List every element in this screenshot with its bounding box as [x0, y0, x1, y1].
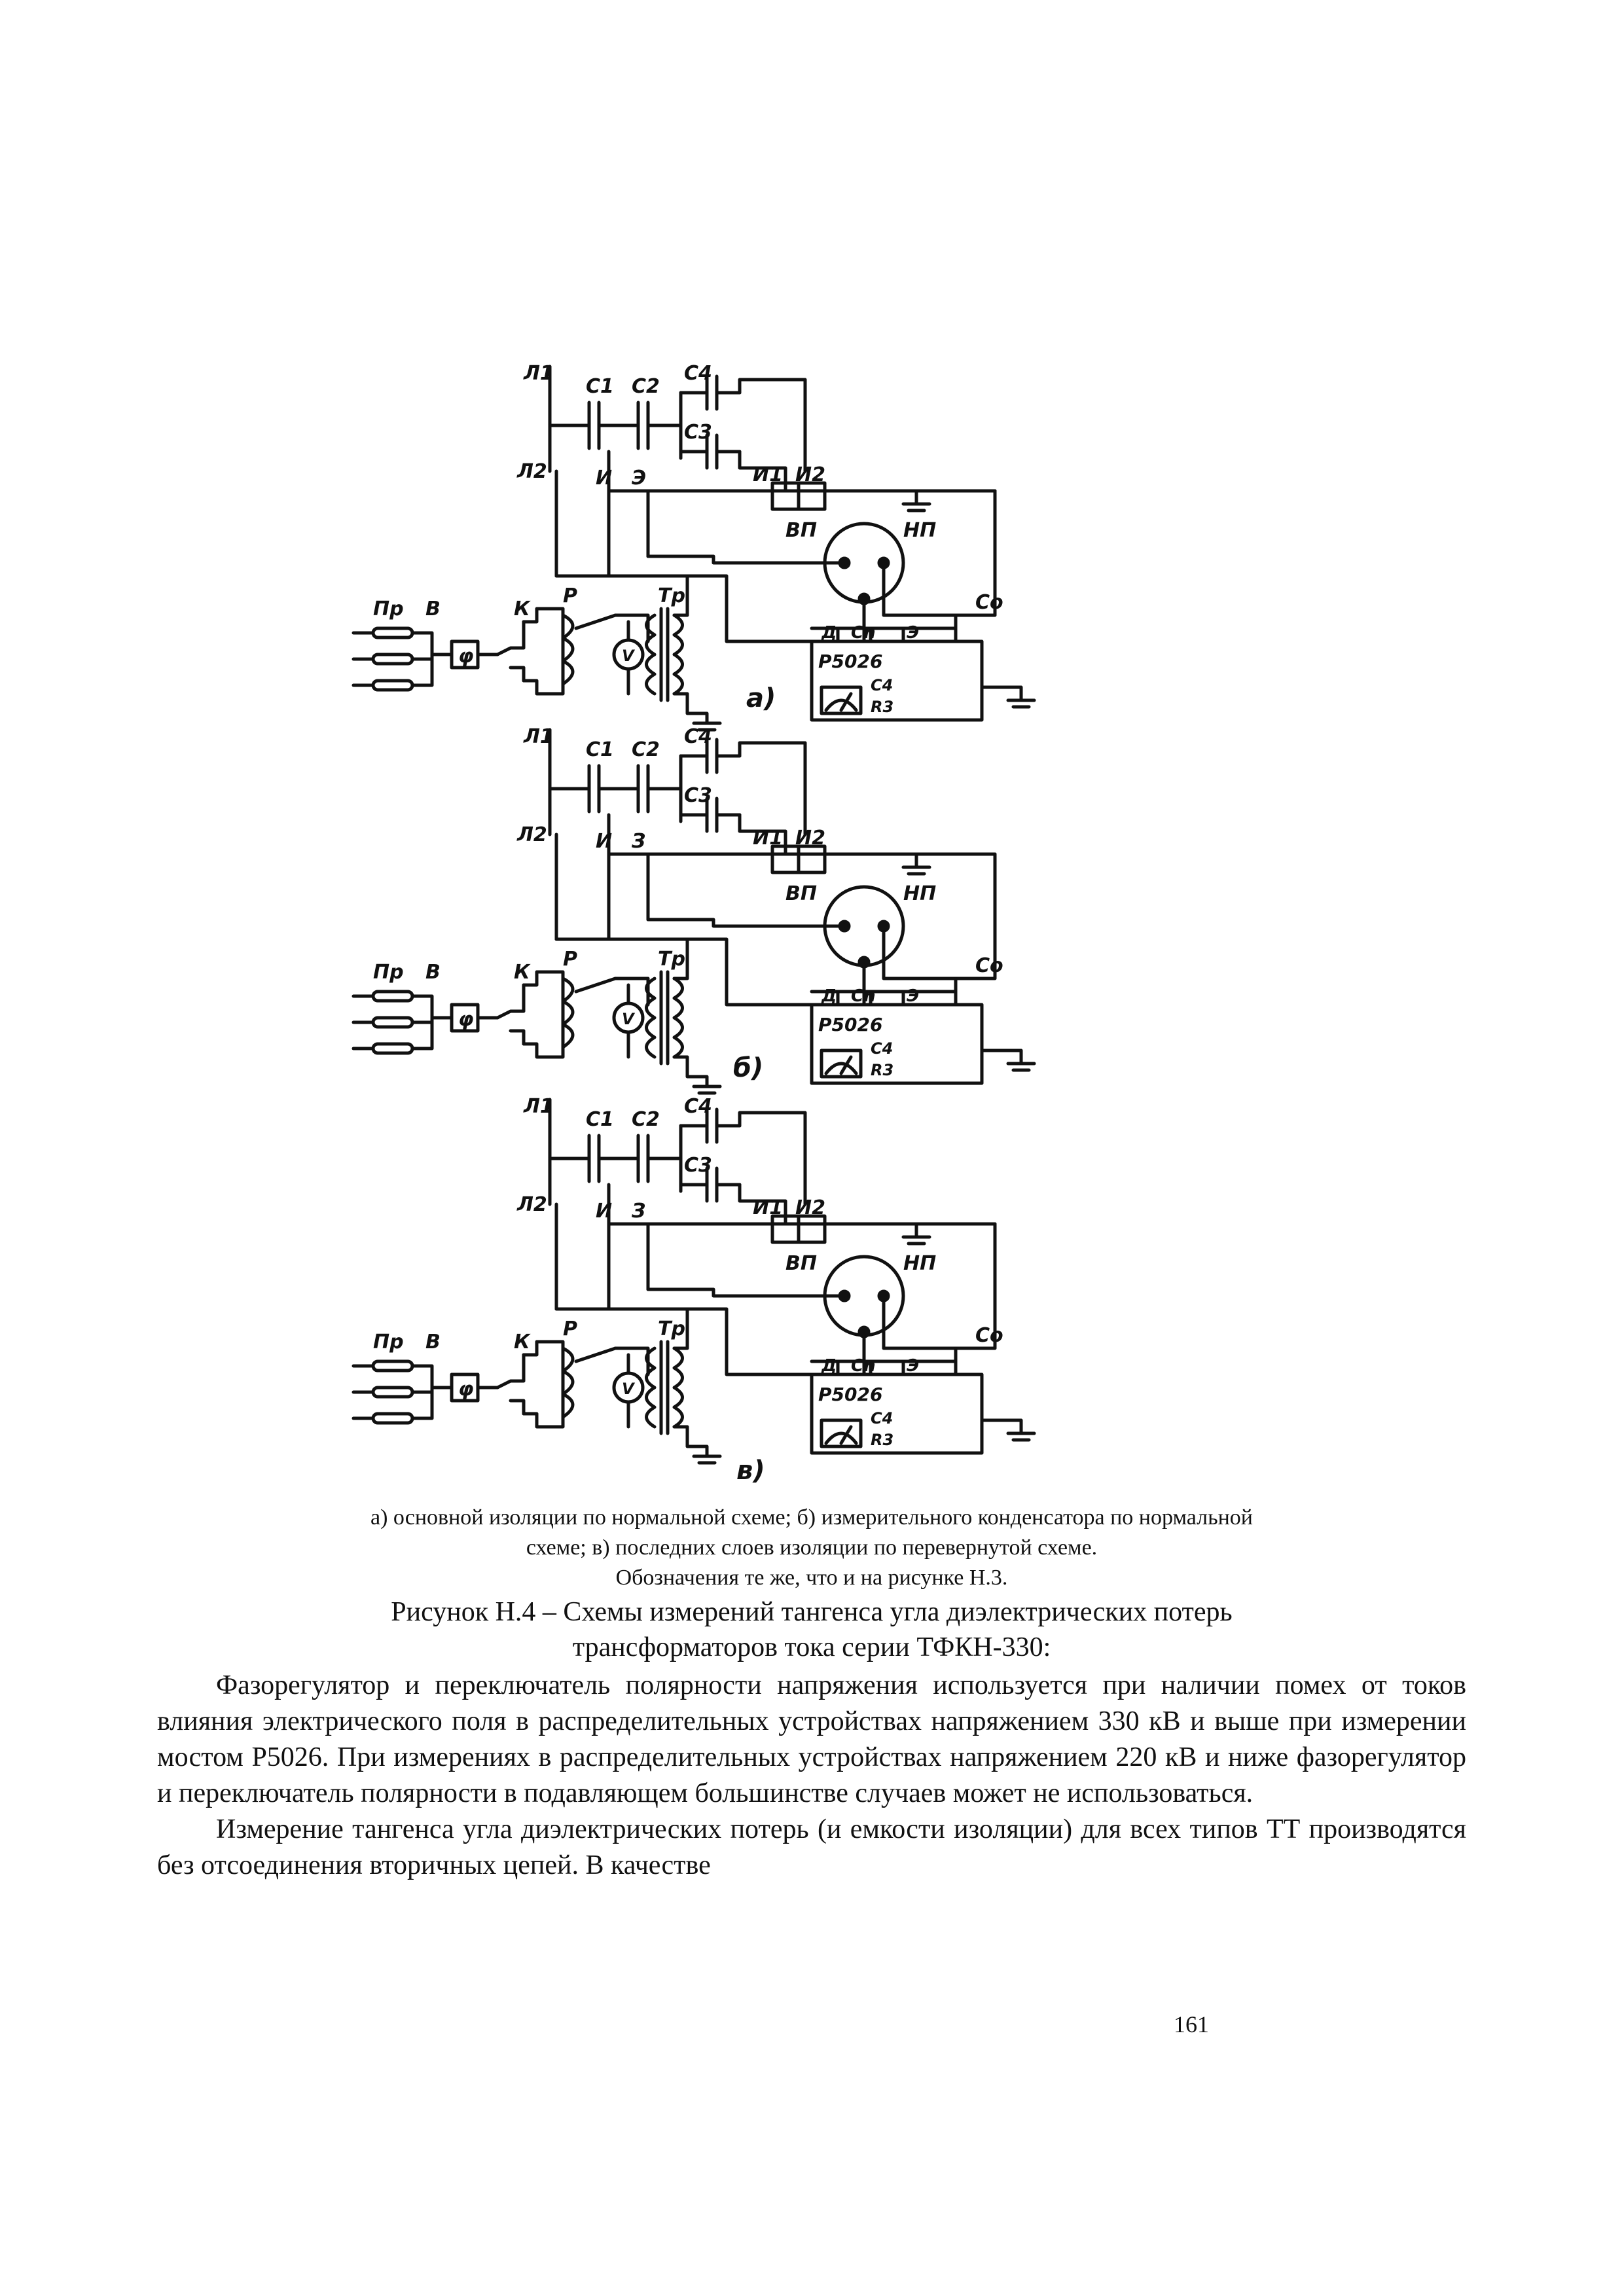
label-c4: С4 [684, 725, 712, 748]
diagram-a [353, 362, 1034, 730]
label-phi: φ [458, 1008, 474, 1031]
label-e: З [632, 830, 646, 853]
label-k: К [514, 961, 530, 984]
label-volt: V [622, 1010, 634, 1028]
label-i: И [596, 1200, 613, 1223]
page-number: 161 [1174, 2011, 1209, 2037]
diagram-c [353, 1095, 1034, 1486]
label-c4: С4 [684, 362, 712, 385]
label-c3: С3 [684, 784, 712, 807]
r3-dial-label: R3 [871, 698, 894, 716]
bridge-label: Р5026 [818, 651, 883, 672]
label-c1: С1 [586, 738, 614, 761]
label-vp: ВП [785, 519, 817, 542]
label-phi: φ [458, 645, 474, 668]
figure-title-line-1: Рисунок Н.4 – Схемы измерений тангенса угла диэлектрических потерь [391, 1597, 1233, 1627]
label-e2: Э [907, 623, 920, 643]
label-np: НП [903, 882, 937, 905]
bridge-label: Р5026 [818, 1014, 883, 1035]
label-i1: И1 [753, 827, 783, 850]
c4-dial-label: С4 [871, 676, 893, 694]
label-e: З [632, 1200, 646, 1223]
r3-dial-label: R3 [871, 1061, 894, 1079]
label-co: Сo [975, 954, 1003, 977]
label-cn: Сn [851, 986, 876, 1006]
label-vp: ВП [785, 882, 817, 905]
label-pr: Пр [373, 961, 404, 984]
sublabel-b: б) [733, 1053, 764, 1083]
body-text [157, 1668, 1466, 1884]
caption-line-3: Обозначения те же, что и на рисунке Н.3. [615, 1566, 1008, 1590]
c4-dial-label: С4 [871, 1039, 893, 1058]
label-v: В [425, 598, 441, 620]
label-r: Р [563, 1318, 577, 1340]
label-v: В [425, 1331, 441, 1354]
label-d: Д [821, 986, 837, 1006]
label-l2: Л2 [517, 460, 547, 483]
caption-line-1: а) основной изоляции по нормальной схеме; б) измерительного конденсатора по нормальной [370, 1505, 1253, 1530]
caption-line-2: схеме; в) последних слоев изоляции по перевернутой схеме. [526, 1535, 1098, 1560]
label-c3: С3 [684, 1154, 712, 1177]
label-l2: Л2 [517, 823, 547, 846]
label-i: И [596, 467, 613, 490]
label-l1: Л1 [524, 725, 554, 748]
label-volt: V [622, 647, 634, 665]
label-phi: φ [458, 1378, 474, 1401]
label-tr: Тр [658, 584, 685, 607]
label-pr: Пр [373, 598, 404, 620]
label-c1: С1 [586, 375, 614, 398]
label-i2: И2 [795, 1196, 825, 1219]
r3-dial-label: R3 [871, 1431, 894, 1449]
label-e: Э [632, 467, 647, 490]
label-r: Р [563, 584, 577, 607]
figure-title-line-2: трансформаторов тока серии ТФКН-330: [572, 1632, 1051, 1662]
label-i2: И2 [795, 463, 825, 486]
diagram-b [353, 725, 1034, 1093]
label-k: К [514, 1331, 530, 1354]
label-c1: С1 [586, 1108, 614, 1131]
label-np: НП [903, 519, 937, 542]
label-e2: Э [907, 986, 920, 1006]
label-l2: Л2 [517, 1193, 547, 1216]
label-np: НП [903, 1252, 937, 1275]
paragraph-1: Фазорегулятор и переключатель полярности напряжения используется при наличии помех от токов влияния электрического поля в распределительных устройствах напряжением 330 кВ и выше при измерении мостом Р5026. При измерениях в распределительных устройствах напряжением 220 кВ и ниже фазорегулятор и переключатель полярности в подавляющем большинстве случаев может не использоваться. [157, 1670, 1466, 1808]
label-i1: И1 [753, 463, 783, 486]
c4-dial-label: С4 [871, 1409, 893, 1427]
label-vp: ВП [785, 1252, 817, 1275]
label-d: Д [821, 1356, 837, 1376]
label-c2: С2 [632, 375, 660, 398]
sublabel-a: а) [746, 683, 776, 713]
label-co: Со [975, 591, 1003, 614]
label-l1: Л1 [524, 1095, 554, 1118]
label-d: Д [821, 623, 837, 643]
bridge-label: Р5026 [818, 1384, 883, 1405]
label-r: Р [563, 948, 577, 971]
paragraph-2: Измерение тангенса угла диэлектрических потерь (и емкости изоляции) для всех типов ТТ производятся без отсоединения вторичных цепей. В качестве [157, 1814, 1466, 1880]
label-tr: Тр [658, 1318, 685, 1340]
label-k: К [514, 598, 530, 620]
label-i2: И2 [795, 827, 825, 850]
label-c2: С2 [632, 738, 660, 761]
label-pr: Пр [373, 1331, 404, 1354]
label-e2: Э [907, 1356, 920, 1376]
label-i1: И1 [753, 1196, 783, 1219]
label-c3: С3 [684, 421, 712, 444]
label-i: И [596, 830, 613, 853]
label-tr: Тр [658, 948, 685, 971]
label-l1: Л1 [524, 362, 554, 385]
label-cn: Сn [851, 1356, 876, 1376]
sublabel-c: в) [736, 1456, 765, 1486]
label-volt: V [622, 1380, 634, 1398]
label-cn: Сn [851, 623, 876, 643]
label-co: Со [975, 1324, 1003, 1347]
label-c4: С4 [684, 1095, 712, 1118]
label-c2: С2 [632, 1108, 660, 1131]
label-v: В [425, 961, 441, 984]
